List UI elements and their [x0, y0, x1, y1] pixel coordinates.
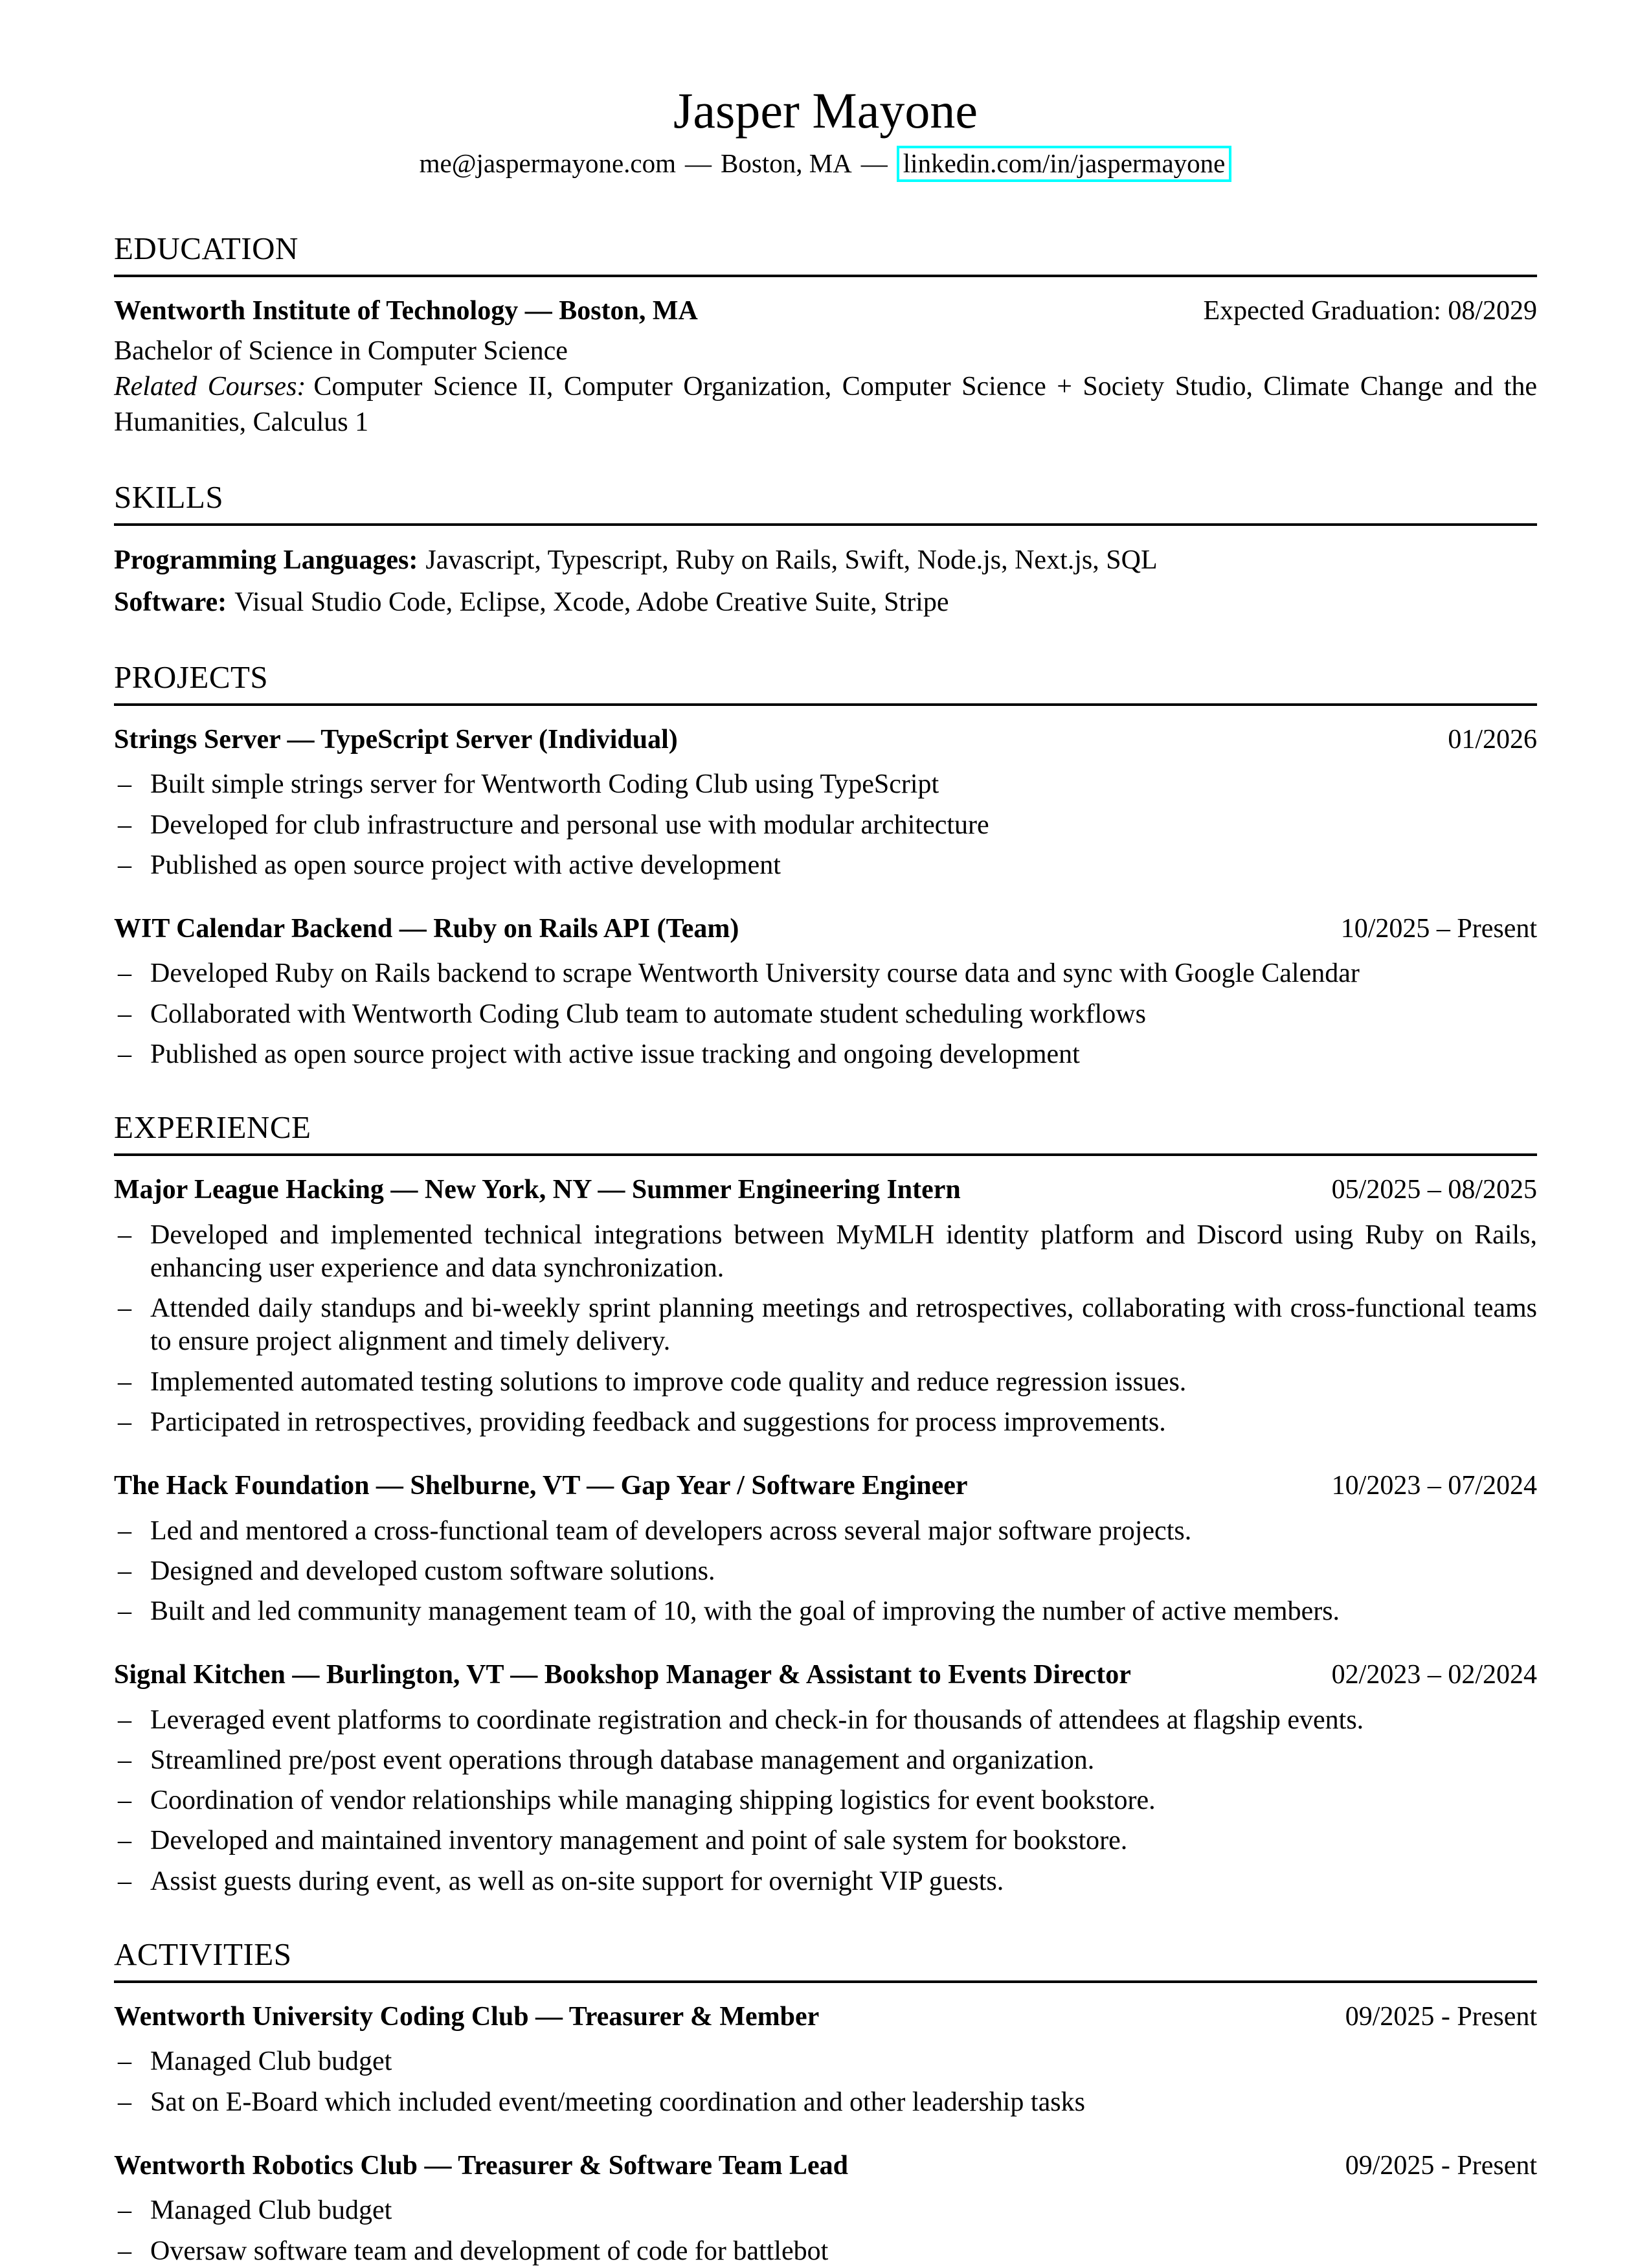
- entry-heading: The Hack Foundation — Shelburne, VT — Gap Year / Software Engineer: [114, 1471, 968, 1501]
- skill-row-software: [114, 585, 1537, 620]
- entry-date: 05/2025 – 08/2025: [1331, 1175, 1537, 1205]
- activity-entry: [114, 2000, 1537, 2119]
- page-title: Jasper Mayone: [673, 82, 978, 139]
- linkedin-link[interactable]: linkedin.com/in/jaspermayone: [897, 146, 1232, 182]
- bullet-text: Designed and developed custom software solutions.: [150, 1556, 715, 1586]
- contact-line: [114, 148, 1537, 179]
- entry-heading-row: [114, 1173, 1537, 1207]
- bullet-dash-icon: –: [118, 1866, 131, 1896]
- entry-date: 10/2023 – 07/2024: [1331, 1471, 1537, 1501]
- entry-heading: Strings Server — TypeScript Server (Individual): [114, 724, 678, 754]
- entry-heading: WIT Calendar Backend — Ruby on Rails API (Team): [114, 913, 739, 944]
- bullet-dash-icon: –: [118, 810, 131, 840]
- bullet-item: [114, 809, 1537, 842]
- bullet-dash-icon: –: [118, 1705, 131, 1735]
- entry-date: 10/2025 – Present: [1340, 913, 1537, 944]
- experience-entry: [114, 1469, 1537, 1628]
- bullet-text: Coordination of vendor relationships while managing shipping logistics for event bookstore.: [150, 1786, 1156, 1816]
- dash-separator: —: [860, 148, 888, 178]
- bullet-item: [114, 2194, 1537, 2227]
- bullet-list: [114, 1515, 1537, 1629]
- bullet-text: Managed Club budget: [150, 2047, 392, 2077]
- project-entry: [114, 912, 1537, 1071]
- bullet-dash-icon: –: [118, 769, 131, 800]
- entry-heading-row: [114, 1658, 1537, 1692]
- skill-value: Javascript, Typescript, Ruby on Rails, Swift, Node.js, Next.js, SQL: [425, 545, 1158, 575]
- section-education: [114, 230, 1537, 441]
- email-text: me@jaspermayone.com: [419, 148, 677, 178]
- bullet-dash-icon: –: [118, 1826, 131, 1856]
- degree-text: Bachelor of Science in Computer Science: [114, 335, 568, 366]
- bullet-item: [114, 1744, 1537, 1777]
- bullet-item: [114, 998, 1537, 1031]
- location-text: Boston, MA: [721, 148, 852, 178]
- education-entry: [114, 294, 1537, 441]
- related-courses: [114, 369, 1537, 441]
- experience-entry: [114, 1173, 1537, 1439]
- bullet-list: [114, 1219, 1537, 1439]
- entry-heading: Wentworth Institute of Technology — Boston, MA: [114, 296, 698, 326]
- bullet-text: Developed and maintained inventory management and point of sale system for bookstore.: [150, 1826, 1128, 1856]
- bullet-text: Led and mentored a cross-functional team of developers across several major software projects.: [150, 1515, 1192, 1546]
- bullet-text: Published as open source project with active issue tracking and ongoing development: [150, 1039, 1080, 1069]
- bullet-text: Published as open source project with active development: [150, 850, 781, 880]
- experience-entry: [114, 1658, 1537, 1898]
- bullet-item: [114, 1595, 1537, 1628]
- bullet-dash-icon: –: [118, 1407, 131, 1437]
- bullet-item: [114, 1824, 1537, 1857]
- entry-heading-row: [114, 723, 1537, 757]
- dash-separator: —: [685, 148, 712, 178]
- bullet-text: Built simple strings server for Wentworth Coding Club using TypeScript: [150, 769, 939, 800]
- section-skills: [114, 479, 1537, 621]
- courses-label: Related Courses:: [114, 372, 306, 402]
- entry-date: 09/2025 - Present: [1345, 2150, 1537, 2181]
- bullet-text: Oversaw software team and development of code for battlebot: [150, 2236, 829, 2266]
- skill-label: Programming Languages:: [114, 545, 418, 575]
- bullet-text: Sat on E-Board which included event/meeting coordination and other leadership tasks: [150, 2087, 1085, 2117]
- bullet-list: [114, 957, 1537, 1071]
- section-projects: [114, 659, 1537, 1071]
- bullet-text: Attended daily standups and bi-weekly sprint planning meetings and retrospectives, collaborating with cross-functional teams to ensure project alignment and timely delivery.: [150, 1293, 1537, 1357]
- bullet-item: [114, 1515, 1537, 1548]
- bullet-text: Developed and implemented technical integrations between MyMLH identity platform and Discord using Ruby on Rails, enhancing user experience and data synchronization.: [150, 1219, 1537, 1283]
- bullet-dash-icon: –: [118, 1745, 131, 1776]
- entry-heading: Wentworth University Coding Club — Treasurer & Member: [114, 2001, 820, 2032]
- bullet-text: Assist guests during event, as well as on-site support for overnight VIP guests.: [150, 1866, 1004, 1896]
- entry-heading: Wentworth Robotics Club — Treasurer & Software Team Lead: [114, 2150, 849, 2181]
- bullet-item: [114, 768, 1537, 801]
- bullet-text: Participated in retrospectives, providing feedback and suggestions for process improvements.: [150, 1407, 1166, 1437]
- section-title-projects: PROJECTS: [114, 659, 1537, 706]
- bullet-item: [114, 1219, 1537, 1285]
- section-experience: [114, 1109, 1537, 1898]
- entry-heading-row: [114, 2000, 1537, 2034]
- courses-list: Computer Science II, Computer Organization, Computer Science + Society Studio, Climate Change and the Humanities, Calculus 1: [114, 372, 1537, 438]
- bullet-dash-icon: –: [118, 1515, 131, 1546]
- section-activities: [114, 1936, 1537, 2268]
- bullet-item: [114, 849, 1537, 882]
- bullet-item: [114, 957, 1537, 990]
- bullet-dash-icon: –: [118, 1556, 131, 1586]
- section-title-experience: EXPERIENCE: [114, 1109, 1537, 1156]
- bullet-text: Developed for club infrastructure and personal use with modular architecture: [150, 810, 989, 840]
- bullet-item: [114, 2086, 1537, 2119]
- bullet-item: [114, 1784, 1537, 1817]
- bullet-dash-icon: –: [118, 2195, 131, 2226]
- entry-heading-row: [114, 2149, 1537, 2183]
- bullet-text: Managed Club budget: [150, 2195, 392, 2226]
- bullet-item: [114, 1865, 1537, 1898]
- bullet-dash-icon: –: [118, 1596, 131, 1627]
- bullet-text: Implemented automated testing solutions to improve code quality and reduce regression issues.: [150, 1366, 1187, 1397]
- bullet-item: [114, 1366, 1537, 1399]
- bullet-text: Built and led community management team of 10, with the goal of improving the number of active members.: [150, 1596, 1340, 1627]
- project-entry: [114, 723, 1537, 882]
- skill-value: Visual Studio Code, Eclipse, Xcode, Adobe Creative Suite, Stripe: [234, 587, 949, 618]
- bullet-dash-icon: –: [118, 1219, 131, 1250]
- entry-heading-row: [114, 1469, 1537, 1503]
- bullet-dash-icon: –: [118, 1786, 131, 1816]
- resume-header: [114, 84, 1537, 179]
- bullet-dash-icon: –: [118, 1366, 131, 1397]
- bullet-dash-icon: –: [118, 2236, 131, 2266]
- bullet-item: [114, 2045, 1537, 2078]
- bullet-text: Streamlined pre/post event operations through database management and organization.: [150, 1745, 1095, 1776]
- entry-date: Expected Graduation: 08/2029: [1203, 296, 1537, 326]
- section-title-education: EDUCATION: [114, 230, 1537, 277]
- bullet-dash-icon: –: [118, 958, 131, 989]
- entry-date: 09/2025 - Present: [1345, 2001, 1537, 2032]
- section-title-skills: SKILLS: [114, 479, 1537, 526]
- bullet-list: [114, 768, 1537, 882]
- bullet-dash-icon: –: [118, 850, 131, 880]
- bullet-dash-icon: –: [118, 1039, 131, 1069]
- entry-date: 02/2023 – 02/2024: [1331, 1660, 1537, 1690]
- section-title-activities: ACTIVITIES: [114, 1936, 1537, 1983]
- bullet-list: [114, 2194, 1537, 2267]
- bullet-dash-icon: –: [118, 2047, 131, 2077]
- bullet-text: Developed Ruby on Rails backend to scrape Wentworth University course data and sync with Google Calendar: [150, 958, 1360, 989]
- entry-heading: Signal Kitchen — Burlington, VT — Bookshop Manager & Assistant to Events Director: [114, 1660, 1131, 1690]
- skill-label: Software:: [114, 587, 227, 618]
- skill-row-languages: [114, 543, 1537, 578]
- bullet-dash-icon: –: [118, 2087, 131, 2117]
- activity-entry: [114, 2149, 1537, 2268]
- bullet-item: [114, 1292, 1537, 1358]
- entry-heading-row: [114, 912, 1537, 946]
- bullet-dash-icon: –: [118, 999, 131, 1029]
- bullet-list: [114, 2045, 1537, 2118]
- bullet-text: Leveraged event platforms to coordinate registration and check-in for thousands of attendees at flagship events.: [150, 1705, 1364, 1735]
- bullet-dash-icon: –: [118, 1293, 131, 1324]
- bullet-text: Collaborated with Wentworth Coding Club team to automate student scheduling workflows: [150, 999, 1146, 1029]
- bullet-item: [114, 1704, 1537, 1737]
- bullet-item: [114, 1038, 1537, 1071]
- entry-heading-row: [114, 294, 1537, 328]
- entry-date: 01/2026: [1448, 724, 1537, 754]
- bullet-item: [114, 1406, 1537, 1439]
- bullet-item: [114, 2235, 1537, 2268]
- entry-heading: Major League Hacking — New York, NY — Summer Engineering Intern: [114, 1175, 961, 1205]
- bullet-list: [114, 1704, 1537, 1898]
- bullet-item: [114, 1555, 1537, 1588]
